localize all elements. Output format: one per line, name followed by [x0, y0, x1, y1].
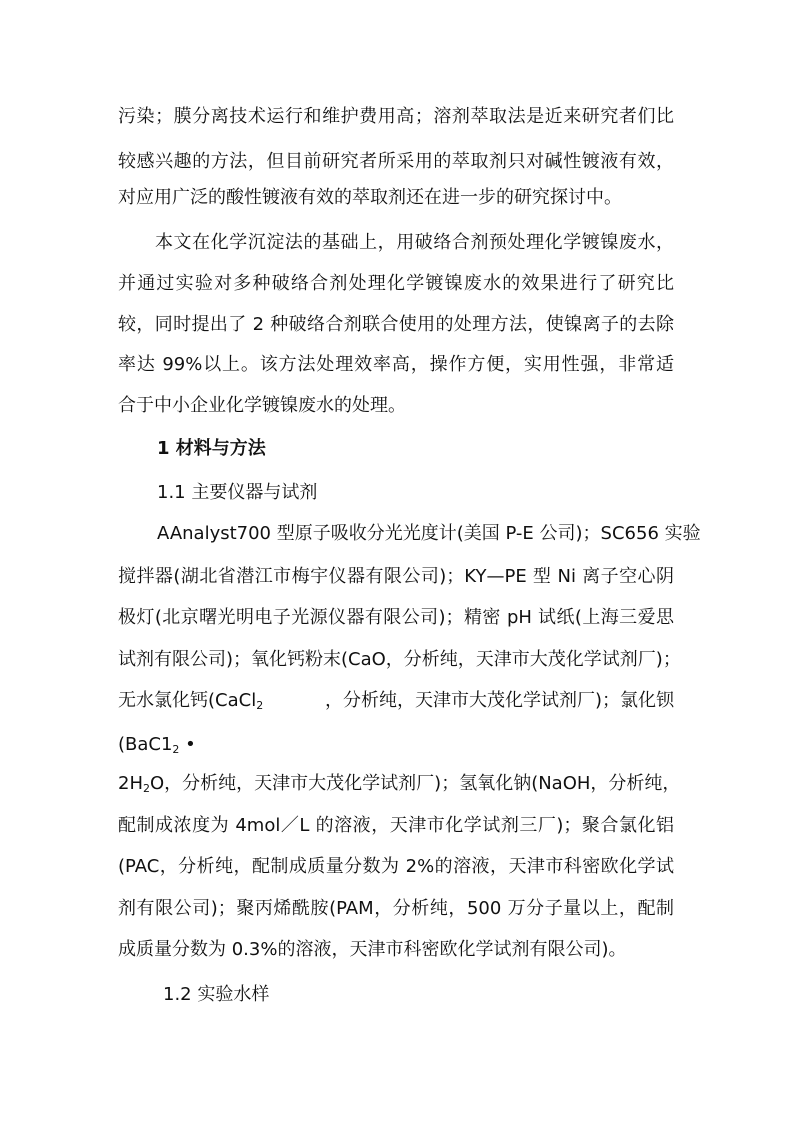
paragraph-line: 配制成浓度为 4mol／L 的溶液，天津市化学试剂三厂)；聚合氯化铝: [118, 815, 674, 836]
subsection-heading: 1.2 实验水样: [163, 984, 270, 1005]
paragraph-line: 合于中小企业化学镀镍废水的处理。: [118, 395, 406, 416]
section-heading: 1 材料与方法: [157, 438, 266, 459]
paragraph-line: 污染；膜分离技术运行和维护费用高；溶剂萃取法是近来研究者们比: [118, 106, 674, 127]
text-fragment: [118, 775, 150, 793]
paragraph-line: [118, 692, 674, 710]
paragraph-line: (PAC，分析纯，配制成质量分数为 2%的溶液，天津市科密欧化学试: [118, 856, 674, 877]
subscript: 2: [143, 782, 150, 795]
paragraph-line: 剂有限公司)；聚丙烯酰胺(PAM，分析纯，500 万分子量以上，配制: [118, 898, 674, 919]
text-span: ，分析纯，天津市大茂化学试剂厂)；氯化钡: [324, 690, 674, 711]
text-span: •: [179, 734, 196, 755]
text-span: O，分析纯，天津市大茂化学试剂厂)；氢氧化钠(NaOH，分析纯，: [150, 773, 681, 794]
paragraph-line: 并通过实验对多种破络合剂处理化学镀镍废水的效果进行了研究比: [118, 273, 674, 294]
paragraph-line: [118, 773, 681, 795]
subscript: 2: [256, 699, 264, 712]
paragraph-line: 率达 99%以上。该方法处理效率高，操作方便，实用性强，非常适: [118, 354, 674, 375]
text-fragment: [118, 692, 263, 710]
paragraph-line: 较，同时提出了 2 种破络合剂联合使用的处理方法，使镍离子的去除: [118, 314, 674, 335]
paragraph-line: 成质量分数为 0.3%的溶液，天津市科密欧化学试剂有限公司)。: [118, 939, 627, 960]
paragraph-line: 极灯(北京曙光明电子光源仪器有限公司)；精密 pH 试纸(上海三爱思: [118, 607, 674, 628]
paragraph-line: 搅拌器(湖北省潜江市梅宇仪器有限公司)；KY—PE 型 Ni 离子空心阴: [118, 566, 674, 587]
paragraph-line: 较感兴趣的方法，但目前研究者所采用的萃取剂只对碱性镀液有效，: [118, 151, 674, 172]
text-span: (BaC1: [118, 734, 173, 755]
paragraph-line: AAnalyst700 型原子吸收分光光度计(美国 P-E 公司)；SC656 实验: [157, 523, 701, 544]
paragraph-line: 对应用广泛的酸性镀液有效的萃取剂还在进一步的研究探讨中。: [118, 187, 622, 208]
text-span: 无水氯化钙(CaCl: [118, 690, 257, 711]
subscript: 2: [172, 743, 180, 756]
subsection-heading: 1.1 主要仪器与试剂: [157, 482, 318, 503]
paragraph-line: 本文在化学沉淀法的基础上，用破络合剂预处理化学镀镍废水，: [155, 232, 674, 253]
paragraph-line: [118, 736, 196, 754]
paragraph-line: 试剂有限公司)；氧化钙粉末(CaO，分析纯，天津市大茂化学试剂厂)；: [118, 649, 681, 670]
text-span: 2H: [118, 773, 143, 794]
